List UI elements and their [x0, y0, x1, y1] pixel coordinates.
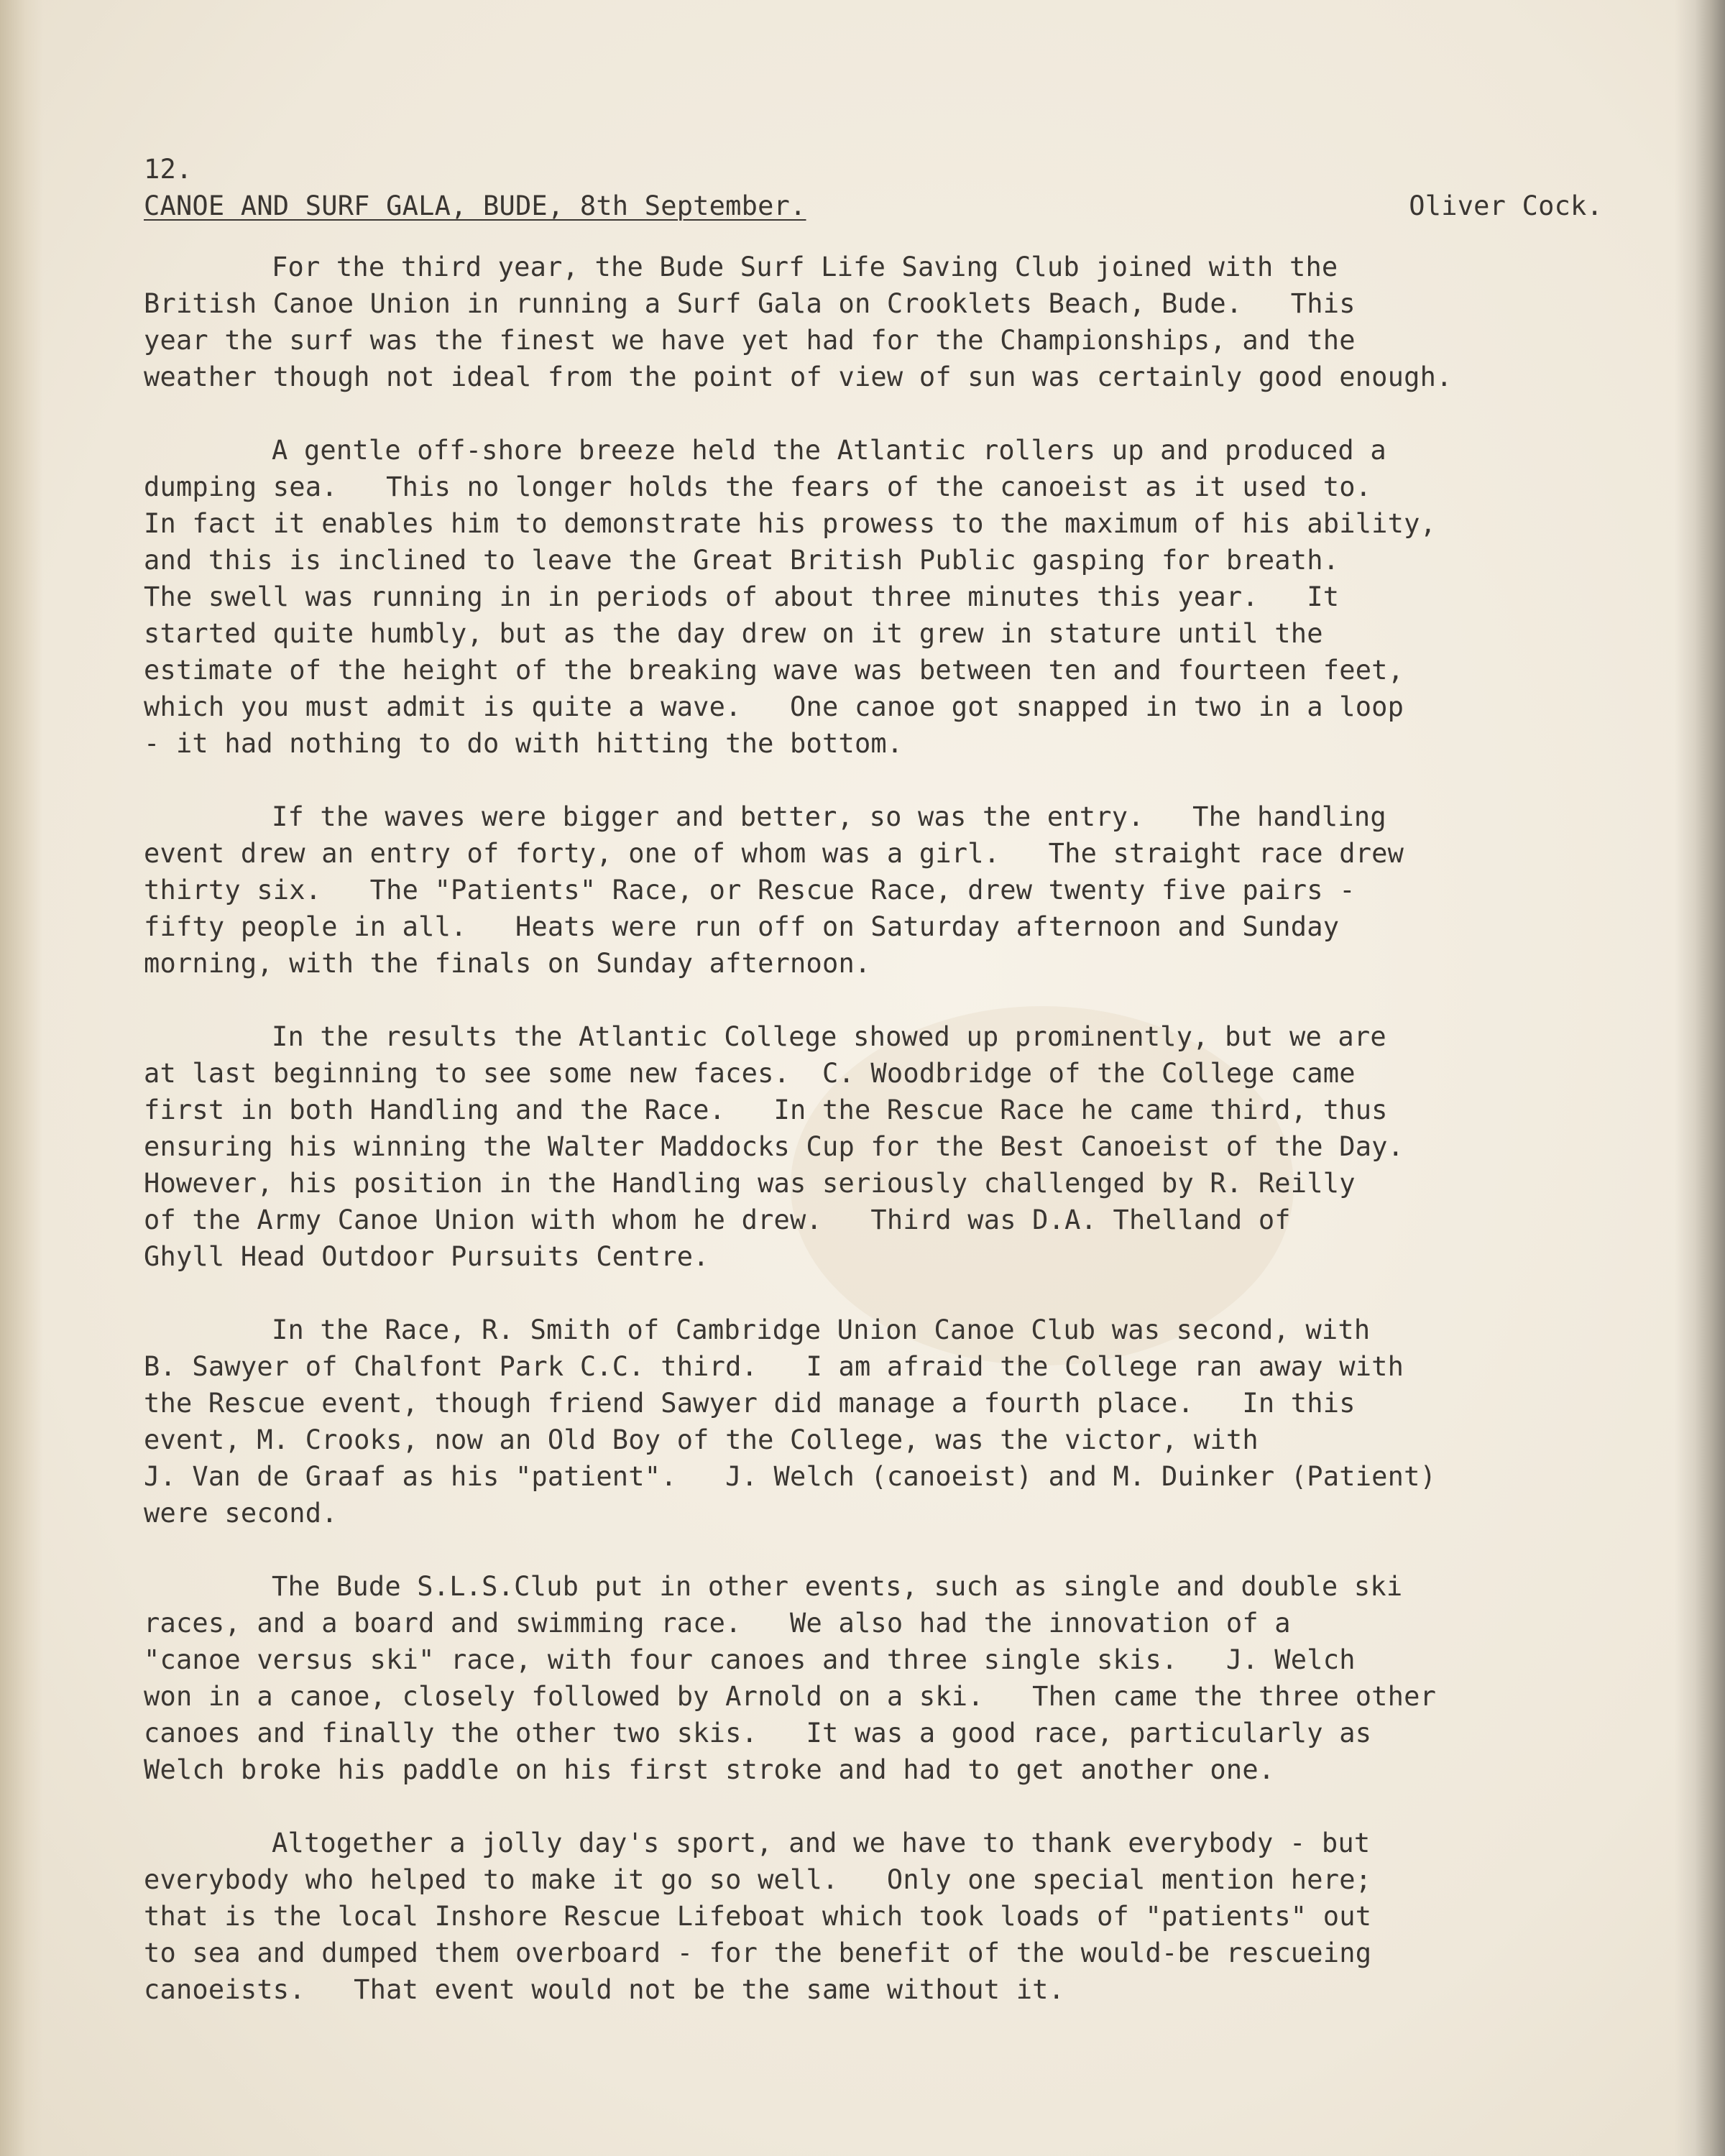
text-line: of the Army Canoe Union with whom he drew. Third was D.A. Thelland of	[144, 1204, 1291, 1235]
paragraph-gap	[144, 224, 1603, 249]
paragraph-gap	[144, 395, 1603, 432]
page-binding-edge	[0, 0, 43, 2156]
text-line: A gentle off-shore breeze held the Atlantic rollers up and produced a	[272, 435, 1386, 466]
text-line: "canoe versus ski" race, with four canoes and three single skis. J. Welch	[144, 1644, 1356, 1675]
article-author: Oliver Cock.	[1409, 190, 1603, 221]
text-line: In the Race, R. Smith of Cambridge Union Canoe Club was second, with	[272, 1314, 1371, 1345]
text-line: B. Sawyer of Chalfont Park C.C. third. I am afraid the College ran away with	[144, 1351, 1404, 1382]
text-line: Altogether a jolly day's sport, and we have to thank everybody - but	[272, 1828, 1371, 1858]
text-line: event drew an entry of forty, one of whom was a girl. The straight race drew	[144, 838, 1404, 869]
text-line: weather though not ideal from the point of view of sun was certainly good enough.	[144, 361, 1453, 392]
article-title: CANOE AND SURF GALA, BUDE, 8th September.	[144, 190, 806, 221]
text-line: For the third year, the Bude Surf Life Saving Club joined with the	[272, 252, 1338, 282]
text-line: year the surf was the finest we have yet had for the Championships, and the	[144, 325, 1356, 356]
text-line: event, M. Crooks, now an Old Boy of the College, was the victor, with	[144, 1424, 1259, 1455]
text-line: first in both Handling and the Race. In the Rescue Race he came third, thus	[144, 1095, 1388, 1125]
text-line: In fact it enables him to demonstrate his prowess to the maximum of his ability,	[144, 508, 1437, 539]
text-line: J. Van de Graaf as his "patient". J. Welch (canoeist) and M. Duinker (Patient)	[144, 1461, 1437, 1492]
text-line: The Bude S.L.S.Club put in other events, such as single and double ski	[272, 1571, 1403, 1602]
paragraph	[144, 432, 1603, 762]
paragraph	[144, 798, 1603, 982]
article-body	[144, 151, 1603, 2008]
paragraph-gap	[144, 1275, 1603, 1312]
text-line: If the waves were bigger and better, so was the entry. The handling	[272, 801, 1386, 832]
paragraph-gap	[144, 1788, 1603, 1825]
paragraph	[144, 1568, 1603, 1788]
text-line: everybody who helped to make it go so well. Only one special mention here;	[144, 1864, 1372, 1895]
text-line: dumping sea. This no longer holds the fears of the canoeist as it used to.	[144, 471, 1372, 502]
text-line: the Rescue event, though friend Sawyer did manage a fourth place. In this	[144, 1388, 1356, 1419]
paragraph	[144, 1018, 1603, 1275]
text-line: races, and a board and swimming race. We also had the innovation of a	[144, 1608, 1291, 1639]
text-line: Ghyll Head Outdoor Pursuits Centre.	[144, 1241, 709, 1272]
text-line: thirty six. The "Patients" Race, or Rescue Race, drew twenty five pairs -	[144, 875, 1356, 906]
text-line: estimate of the height of the breaking wave was between ten and fourteen feet,	[144, 655, 1404, 686]
text-line: started quite humbly, but as the day drew on it grew in stature until the	[144, 618, 1323, 649]
text-line: British Canoe Union in running a Surf Gala on Crooklets Beach, Bude. This	[144, 288, 1356, 319]
text-line: canoes and finally the other two skis. It was a good race, particularly as	[144, 1718, 1372, 1749]
text-line: which you must admit is quite a wave. One canoe got snapped in two in a loop	[144, 691, 1404, 722]
paragraph	[144, 1825, 1603, 2008]
text-line: canoeists. That event would not be the same without it.	[144, 1974, 1065, 2005]
page-number: 12.	[144, 154, 193, 185]
text-line: The swell was running in in periods of about three minutes this year. It	[144, 581, 1340, 612]
paragraph-gap	[144, 762, 1603, 798]
paragraph-gap	[144, 982, 1603, 1018]
text-line: to sea and dumped them overboard - for the benefit of the would-be rescueing	[144, 1938, 1372, 1968]
text-line: were second.	[144, 1498, 338, 1529]
page-fold-shadow	[1675, 0, 1725, 2156]
text-line: that is the local Inshore Rescue Lifeboat which took loads of "patients" out	[144, 1901, 1372, 1932]
text-line: and this is inclined to leave the Great British Public gasping for breath.	[144, 545, 1340, 576]
paragraph-gap	[144, 1531, 1603, 1568]
text-line: fifty people in all. Heats were run off on Saturday afternoon and Sunday	[144, 911, 1340, 942]
paragraph	[144, 249, 1603, 395]
text-line: However, his position in the Handling was seriously challenged by R. Reilly	[144, 1168, 1356, 1199]
paragraph	[144, 1312, 1603, 1531]
text-line: at last beginning to see some new faces. C. Woodbridge of the College came	[144, 1058, 1356, 1089]
text-line: - it had nothing to do with hitting the bottom.	[144, 728, 903, 759]
text-line: won in a canoe, closely followed by Arnold on a ski. Then came the three other	[144, 1681, 1437, 1712]
text-line: Welch broke his paddle on his first stroke and had to get another one.	[144, 1754, 1275, 1785]
text-line: morning, with the finals on Sunday afternoon.	[144, 948, 871, 979]
text-line: ensuring his winning the Walter Maddocks Cup for the Best Canoeist of the Day.	[144, 1131, 1404, 1162]
article-header	[144, 188, 1603, 224]
text-line: In the results the Atlantic College showed up prominently, but we are	[272, 1021, 1386, 1052]
